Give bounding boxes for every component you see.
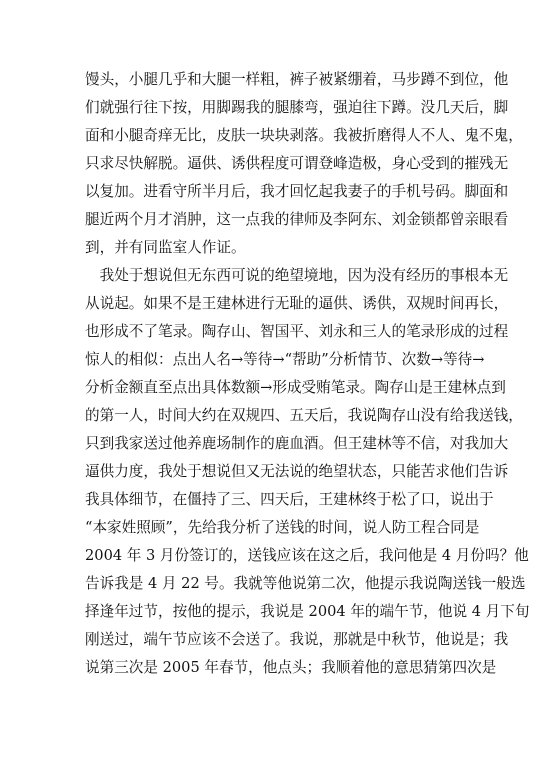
- text-line: 只求尽快解脱。逼供、诱供程度可谓登峰造极，身心受到的摧残无: [85, 155, 509, 172]
- text-line: 2004 年 3 月份签订的，送钱应该在这之后，我问他是 4 月份吗？他: [85, 547, 529, 564]
- text-line: 逼供力度，我处于想说但又无法说的绝望状态，只能苦求他们告诉: [85, 463, 509, 480]
- paragraph-1: [85, 66, 523, 262]
- text-line: 馒头，小腿几乎和大腿一样粗，裤子被紧绷着，马步蹲不到位，他: [85, 71, 509, 88]
- text-line: 们就强行往下按，用脚踢我的腿膝弯，强迫往下蹲。没几天后，脚: [85, 99, 509, 116]
- text-line: “本家姓照顾”，先给我分析了送钱的时间，说人防工程合同是: [85, 519, 480, 536]
- text-line: 我具体细节，在僵持了三、四天后，王建林终于松了口，说出于: [85, 491, 494, 508]
- text-line: 刚送过，端午节应该不会送了。我说，那就是中秋节，他说是；我: [85, 631, 509, 648]
- text-line: 腿近两个月才消肿，这一点我的律师及李阿东、刘金锁都曾亲眼看: [85, 211, 509, 228]
- text-line: 以复加。进看守所半月后，我才回忆起我妻子的手机号码。脚面和: [85, 183, 509, 200]
- text-line: 也形成不了笔录。陶存山、智国平、刘永和三人的笔录形成的过程: [85, 323, 509, 340]
- paragraph-2: [85, 262, 530, 682]
- text-line: 到，并有同监室人作证。: [85, 239, 246, 256]
- text-line: 说第三次是 2005 年春节，他点头；我顺着他的意思猜第四次是: [85, 659, 497, 676]
- text-line: 分析金额直至点出具体数额→形成受贿笔录。陶存山是王建林点到: [85, 379, 506, 396]
- text-line: 惊人的相似：点出人名→等待→“帮助”分析情节、次数→等待→: [85, 351, 485, 368]
- text-line: 告诉我是 4 月 22 号。我就等他说第二次，他提示我说陶送钱一般选: [85, 575, 526, 592]
- text-line: 只到我家送过他养鹿场制作的鹿血酒。但王建林等不信，对我加大: [85, 435, 509, 452]
- text-line: 面和小腿奇痒无比，皮肤一块块剥落。我被折磨得人不人、鬼不鬼，: [85, 127, 523, 144]
- text-line: 从说起。如果不是王建林进行无耻的逼供、诱供，双规时间再长，: [85, 295, 509, 312]
- text-line: 我处于想说但无东西可说的绝望境地，因为没有经历的事根本无: [85, 267, 509, 284]
- text-line: 的第一人，时间大约在双规四、五天后，我说陶存山没有给我送钱，: [85, 407, 523, 424]
- text-line: 择逢年过节，按他的提示，我说是 2004 年的端午节，他说 4 月下旬: [85, 603, 530, 620]
